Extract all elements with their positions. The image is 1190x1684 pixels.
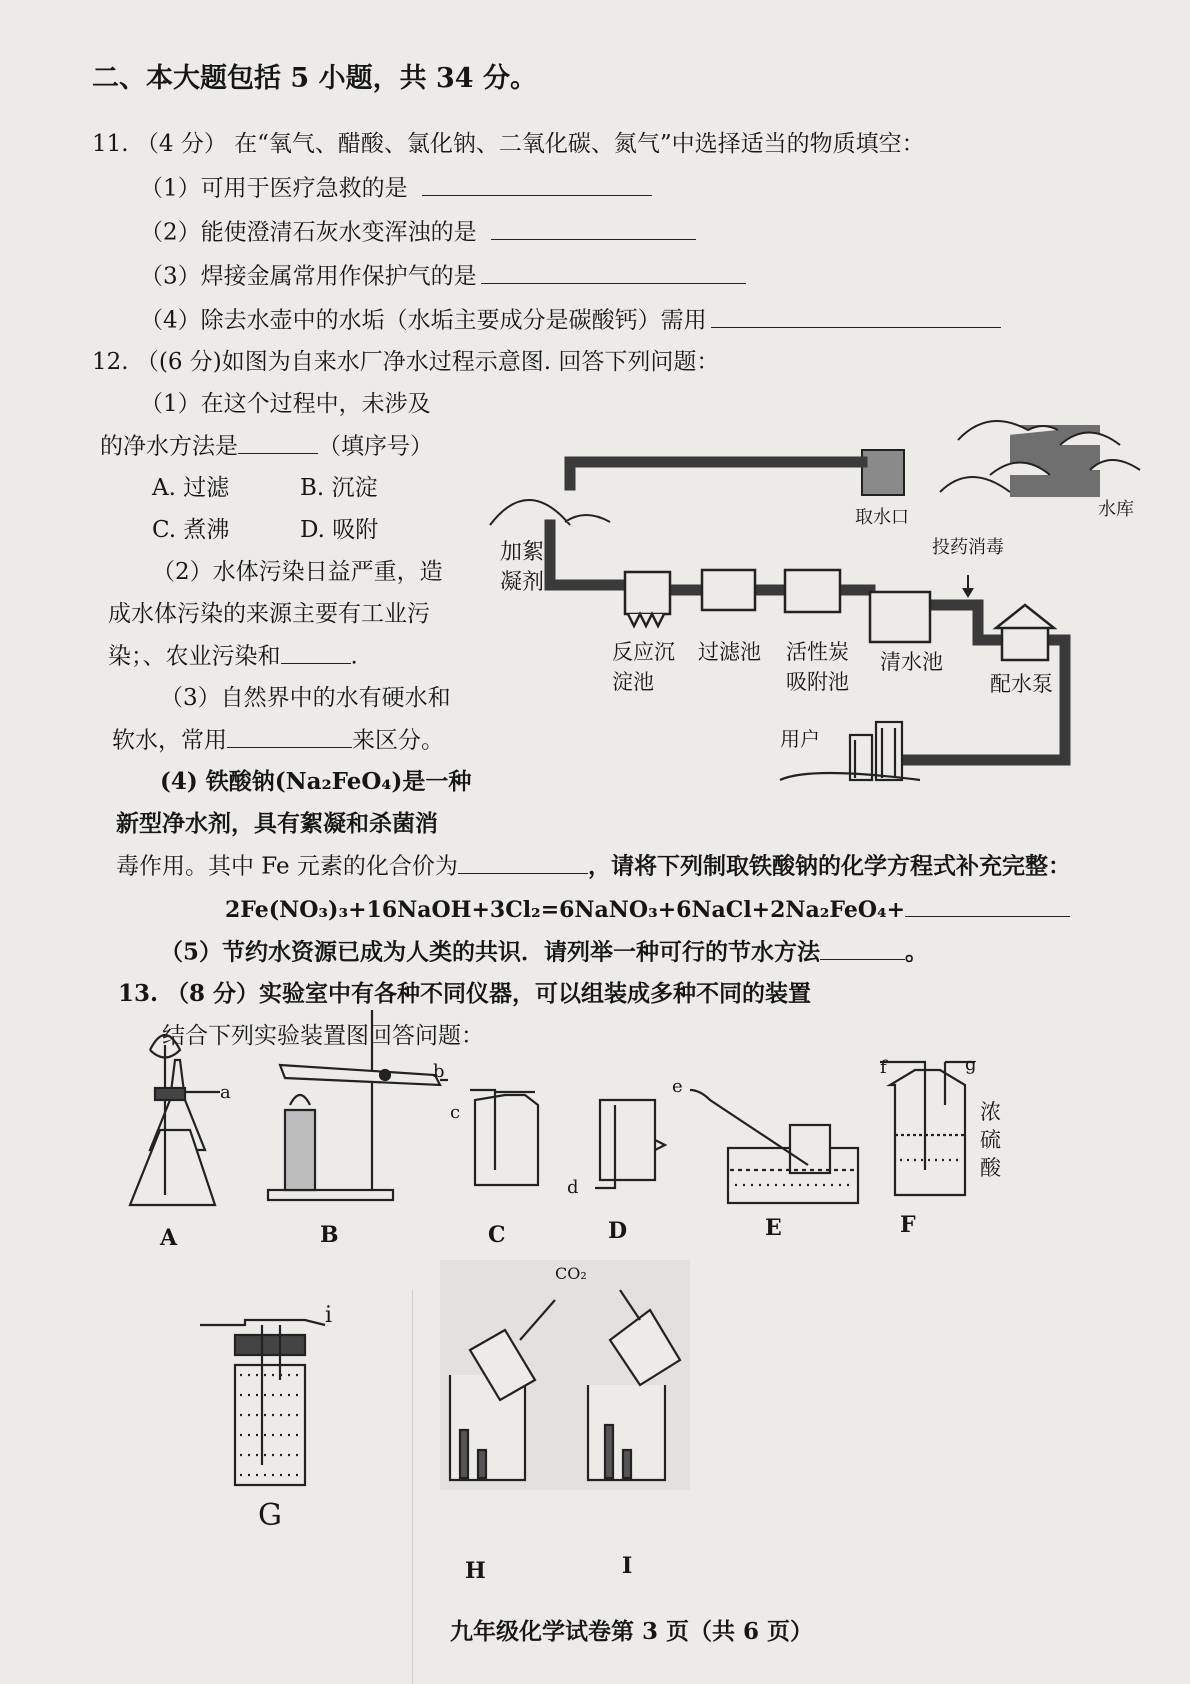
label-user: 用户 bbox=[780, 727, 820, 751]
label-pump: 配水泵 bbox=[990, 672, 1053, 696]
apparatus-e bbox=[690, 1090, 858, 1203]
q12-option-a: A. 过滤 bbox=[152, 475, 230, 501]
label-h: H bbox=[465, 1558, 486, 1584]
label-i: I bbox=[622, 1553, 633, 1579]
q12-p3-line2: 软水，常用 来区分。 bbox=[112, 727, 444, 754]
label-f: F bbox=[900, 1212, 916, 1238]
q12-p5: （5）节约水资源已成为人类的共识．请列举一种可行的节水方法 。 bbox=[160, 938, 929, 966]
section-title: 二、本大题包括 5 小题，共 34 分。 bbox=[92, 63, 537, 94]
apparatus-a bbox=[130, 1035, 220, 1205]
q12-p3-line1: （3）自然界中的水有硬水和 bbox=[160, 685, 451, 711]
q12-p1-line1: （1）在这个过程中，未涉及 bbox=[140, 391, 431, 417]
apparatus-b bbox=[268, 1010, 448, 1200]
q12-p1-line2: 的净水方法是 （填序号） bbox=[100, 433, 433, 460]
label-sedimentation-1: 反应沉 bbox=[612, 640, 675, 664]
q11-item-4: （4）除去水壶中的水垢（水垢主要成分是碳酸钙）需用 bbox=[140, 306, 1001, 335]
label-g: G bbox=[258, 1498, 282, 1533]
label-sedimentation-2: 淀池 bbox=[612, 670, 654, 694]
q12-option-c: C. 煮沸 bbox=[152, 517, 230, 543]
q12-equation: 2Fe(NO₃)₃+16NaOH+3Cl₂=6NaNO₃+6NaCl+2Na₂FeO₄+ bbox=[225, 896, 1070, 924]
q11-stem: 11. （4 分） 在“氧气、醋酸、氯化钠、二氧化碳、氮气”中选择适当的物质填空： bbox=[92, 131, 925, 157]
q12-p2-line1: （2）水体污染日益严重，造 bbox=[152, 559, 443, 585]
apparatus-d bbox=[595, 1100, 665, 1188]
q12-p4-line2: 新型净水剂，具有絮凝和杀菌消 bbox=[116, 810, 438, 837]
label-flocculant-2: 凝剂 bbox=[500, 570, 545, 595]
port-g: g bbox=[965, 1054, 977, 1075]
label-intake: 取水口 bbox=[855, 507, 909, 528]
label-b: B bbox=[320, 1222, 339, 1248]
q11-item-3: （3）焊接金属常用作保护气的是 bbox=[140, 262, 746, 291]
port-e: e bbox=[672, 1076, 683, 1097]
q13-stem-2: 结合下列实验装置图回答问题： bbox=[162, 1023, 484, 1049]
label-reservoir: 水库 bbox=[1098, 499, 1134, 520]
port-i: i bbox=[325, 1303, 333, 1328]
label-sulfuric: 硫 bbox=[980, 1128, 1001, 1152]
port-c: c bbox=[450, 1102, 461, 1123]
port-a: a bbox=[220, 1082, 231, 1103]
q12-p4-line3: 毒作用。其中 Fe 元素的化合价为 ，请将下列制取铁酸钠的化学方程式补充完整： bbox=[116, 852, 1071, 880]
port-f: f bbox=[880, 1057, 887, 1078]
label-flocculant-1: 加絮 bbox=[500, 540, 545, 565]
label-carbon-1: 活性炭 bbox=[786, 640, 849, 664]
q11-item-1: （1）可用于医疗急救的是 bbox=[140, 174, 652, 203]
page-footer: 九年级化学试卷第 3 页（共 6 页） bbox=[450, 1618, 814, 1645]
apparatus-f bbox=[880, 1062, 975, 1195]
q12-p2-line2: 成水体污染的来源主要有工业污 bbox=[108, 601, 430, 627]
scan-fold-line bbox=[412, 1290, 413, 1684]
label-a: A bbox=[160, 1225, 178, 1251]
label-d: D bbox=[608, 1218, 628, 1244]
label-clear-water: 清水池 bbox=[880, 650, 943, 674]
q12-stem: 12. （(6 分)如图为自来水厂净水过程示意图. 回答下列问题： bbox=[92, 349, 720, 375]
label-conc: 浓 bbox=[980, 1100, 1001, 1124]
label-co2: CO₂ bbox=[555, 1264, 587, 1283]
label-e: E bbox=[765, 1215, 782, 1241]
q11-item-2: （2）能使澄清石灰水变浑浊的是 bbox=[140, 218, 696, 247]
q13-stem: 13. （8 分）实验室中有各种不同仪器，可以组装成多种不同的装置 bbox=[118, 980, 812, 1007]
q12-option-d: D. 吸附 bbox=[300, 517, 379, 543]
port-d: d bbox=[567, 1177, 579, 1198]
apparatus-c bbox=[470, 1090, 538, 1185]
label-c: C bbox=[488, 1222, 506, 1248]
label-filter: 过滤池 bbox=[698, 640, 761, 664]
label-acid: 酸 bbox=[980, 1156, 1001, 1180]
q12-option-b: B. 沉淀 bbox=[300, 475, 378, 501]
port-b: b bbox=[433, 1061, 445, 1082]
label-carbon-2: 吸附池 bbox=[786, 670, 849, 694]
apparatus-g bbox=[200, 1320, 325, 1485]
q12-p4-line1: (4) 铁酸钠(Na₂FeO₄)是一种 bbox=[160, 768, 472, 795]
q12-p2-line3: 染；、农业污染和 . bbox=[108, 643, 358, 670]
label-disinfect: 投药消毒 bbox=[932, 537, 1004, 558]
